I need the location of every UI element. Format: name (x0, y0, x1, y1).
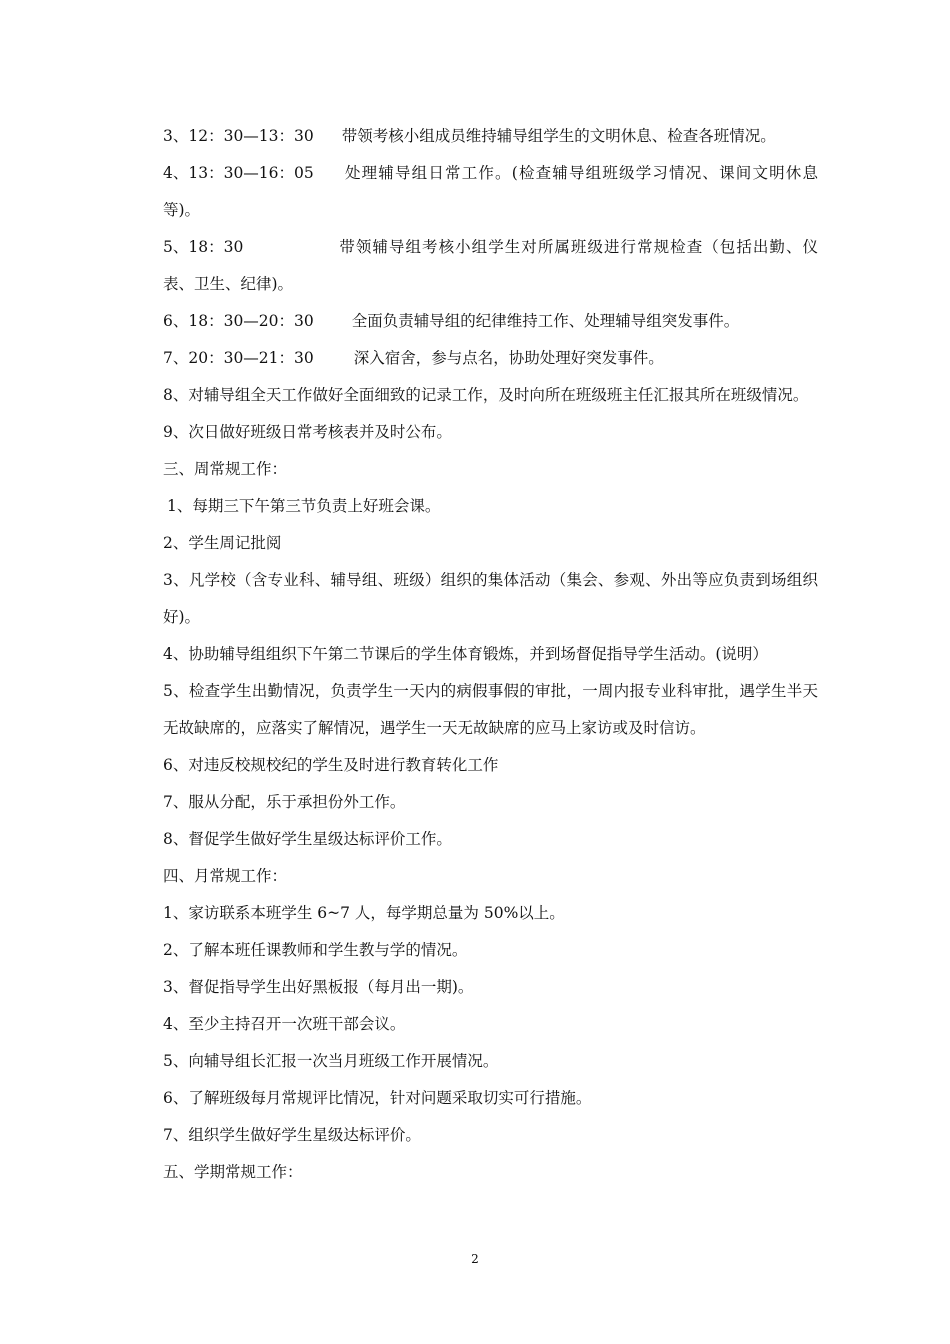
daily-item-8: 8、对辅导组全天工作做好全面细致的记录工作，及时向所在班级班主任汇报其所在班级情况。 (163, 386, 809, 404)
weekly-item-4: 4、协助辅导组组织下午第二节课后的学生体育锻炼，并到场督促指导学生活动。(说明） (163, 645, 768, 663)
time-range: 7、20：30—21：30 (163, 349, 314, 367)
task-text: 带领辅导组考核小组学生对所属班级进行常规检查（包括出勤、仪表、卫生、纪律)。 (163, 238, 818, 293)
weekly-item-8: 8、督促学生做好学生星级达标评价工作。 (163, 830, 452, 848)
daily-item-9: 9、次日做好班级日常考核表并及时公布。 (163, 423, 452, 441)
daily-item-3 (163, 118, 818, 155)
daily-item-4 (163, 155, 818, 229)
page-number: 2 (471, 1252, 479, 1266)
task-text: 处理辅导组日常工作。(检查辅导组班级学习情况、课间文明休息等)。 (163, 164, 818, 219)
weekly-item-1: 1、每期三下午第三节负责上好班会课。 (167, 497, 441, 515)
weekly-item-5: 5、检查学生出勤情况，负责学生一天内的病假事假的审批，一周内报专业科审批，遇学生半天无故缺席的，应落实了解情况，遇学生一天无故缺席的应马上家访或及时信访。 (163, 682, 818, 737)
section-heading-weekly: 三、周常规工作： (163, 460, 288, 478)
document-body (163, 118, 818, 1191)
monthly-item-6: 6、了解班级每月常规评比情况，针对问题采取切实可行措施。 (163, 1089, 592, 1107)
weekly-item-2: 2、学生周记批阅 (163, 534, 282, 552)
task-text: 全面负责辅导组的纪律维持工作、处理辅导组突发事件。 (351, 312, 740, 330)
monthly-item-1: 1、家访联系本班学生 6~7 人，每学期总量为 50%以上。 (163, 904, 565, 922)
monthly-item-7: 7、组织学生做好学生星级达标评价。 (163, 1126, 421, 1144)
time-range: 3、12：30—13：30 (163, 127, 314, 145)
time-range: 5、18：30 (163, 238, 244, 256)
weekly-item-6: 6、对违反校规校纪的学生及时进行教育转化工作 (163, 756, 499, 774)
daily-item-7 (163, 340, 818, 377)
monthly-item-3: 3、督促指导学生出好黑板报（每月出一期)。 (163, 978, 474, 996)
task-text: 带领考核小组成员维持辅导组学生的文明休息、检查各班情况。 (341, 127, 776, 145)
weekly-item-3: 3、凡学校（含专业科、辅导组、班级）组织的集体活动（集会、参观、外出等应负责到场组织好)。 (163, 571, 818, 626)
task-text: 深入宿舍，参与点名，协助处理好突发事件。 (353, 349, 664, 367)
section-heading-monthly: 四、月常规工作： (163, 867, 288, 885)
weekly-item-7: 7、服从分配，乐于承担份外工作。 (163, 793, 406, 811)
daily-item-6 (163, 303, 818, 340)
time-range: 4、13：30—16：05 (163, 164, 314, 182)
monthly-item-2: 2、了解本班任课教师和学生教与学的情况。 (163, 941, 468, 959)
time-range: 6、18：30—20：30 (163, 312, 314, 330)
monthly-item-5: 5、向辅导组长汇报一次当月班级工作开展情况。 (163, 1052, 499, 1070)
monthly-item-4: 4、至少主持召开一次班干部会议。 (163, 1015, 406, 1033)
daily-item-5 (163, 229, 818, 303)
section-heading-semester: 五、学期常规工作： (163, 1163, 303, 1181)
